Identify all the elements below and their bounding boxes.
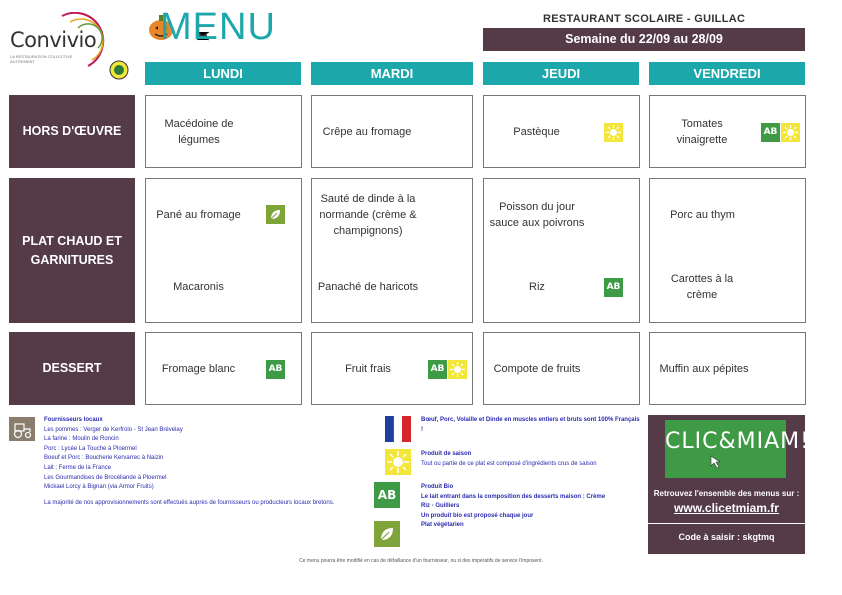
clicmiam-box xyxy=(648,415,810,554)
supplier-line: Boeuf et Porc : Boucherie Kervarrec à Naizin xyxy=(44,455,164,462)
legend-season-title: Produit de saison xyxy=(421,451,472,457)
supplier-line: Les pommes : Verger de Kerfrolo - St Jean Brévelay xyxy=(44,426,183,433)
legend-bio-line: Un produit bio est proposé chaque jour xyxy=(421,512,534,519)
vegetarian-leaf-icon xyxy=(374,521,400,547)
row-label-main: PLAT CHAUD ET GARNITURES xyxy=(9,178,135,323)
season-sun-icon xyxy=(604,123,623,142)
cell-main-jeudi xyxy=(483,178,640,323)
suppliers-note: La majorité de nos approvisionnements sont effectués auprès de fournisseurs ou producteurs locaux bretons. xyxy=(44,499,335,506)
dish-name: Macédoine de légumes xyxy=(164,118,234,146)
cell-main-lundi xyxy=(145,178,302,323)
legend-veg-title: Plat végétarien xyxy=(421,522,464,529)
clicmiam-logo: CLIC&MIAM! xyxy=(665,420,786,478)
bio-ab-icon: AB xyxy=(428,360,447,379)
cell-dessert-lundi xyxy=(145,332,302,405)
bio-ab-icon: AB xyxy=(374,482,400,508)
cell-starter-jeudi xyxy=(483,95,640,168)
legend-bio-line: Riz - Guilliers xyxy=(421,503,460,510)
dish-name: Pané au fromage xyxy=(156,209,241,221)
season-sun-icon xyxy=(448,360,467,379)
suppliers-block xyxy=(44,416,374,508)
french-flag-icon xyxy=(385,416,411,442)
clicmiam-code: Code à saisir : skgtmq xyxy=(678,532,775,542)
row-label-dessert: DESSERT xyxy=(9,332,135,405)
legend-season-text: Tout ou partie de ce plat est composé d'ingrédients crus de saison xyxy=(421,460,597,467)
side-name: Macaronis xyxy=(173,281,224,293)
label-badge-icon xyxy=(106,58,132,82)
dish-name: Porc au thym xyxy=(670,209,735,221)
cell-starter-lundi xyxy=(145,95,302,168)
cursor-icon xyxy=(710,455,724,469)
dish-name: Compote de fruits xyxy=(493,363,581,375)
season-sun-icon xyxy=(781,123,800,142)
day-header-jeudi: JEUDI xyxy=(483,62,639,85)
day-header-mardi: MARDI xyxy=(311,62,473,85)
cell-starter-vendredi xyxy=(649,95,806,168)
legend-season xyxy=(421,450,641,469)
legend-bio-line: Le lait entrant dans la composition des desserts maison : Crème xyxy=(421,493,606,500)
dish-name: Muffin aux pépites xyxy=(659,363,749,375)
legend-france: Bœuf, Porc, Volaille et Dinde en muscles entiers et bruts sont 100% Français ! xyxy=(421,417,640,433)
dish-name: Fromage blanc xyxy=(161,363,236,375)
dish-name: Crêpe au fromage xyxy=(322,126,412,138)
convivio-logo xyxy=(8,12,108,70)
clicmiam-text: Retrouvez l'ensemble des menus sur : xyxy=(653,489,800,498)
season-sun-icon xyxy=(385,449,411,475)
dish-name: Pastèque xyxy=(513,126,560,138)
day-header-vendredi: VENDREDI xyxy=(649,62,805,85)
side-name: Riz xyxy=(529,281,545,293)
cell-dessert-jeudi xyxy=(483,332,640,405)
row-label-starter: HORS D'ŒUVRE xyxy=(9,95,135,168)
divider xyxy=(648,523,805,524)
dish-name: Poisson du jour sauce aux poivrons xyxy=(489,201,585,229)
logo-name: Convivio xyxy=(10,28,97,52)
supplier-line: Lait : Ferme de la France xyxy=(44,464,112,471)
menu-title: MENU xyxy=(160,6,276,48)
bio-ab-icon: AB xyxy=(266,360,285,379)
supplier-line: Porc : Lycée La Touche à Ploermel xyxy=(44,445,137,452)
cell-starter-mardi xyxy=(311,95,473,168)
tractor-icon xyxy=(9,417,35,441)
suppliers-title: Fournisseurs locaux xyxy=(44,417,103,423)
side-name: Carottes à la crème xyxy=(670,273,734,301)
week-range: Semaine du 22/09 au 28/09 xyxy=(483,28,805,51)
supplier-line: La farine : Moulin de Roncin xyxy=(44,436,119,443)
bio-ab-icon: AB xyxy=(761,123,780,142)
supplier-line: Les Gourmandises de Brocéliande à Ploermel xyxy=(44,474,167,481)
dish-name: Tomates vinaigrette xyxy=(676,118,728,146)
legend-bio xyxy=(421,483,641,531)
cell-dessert-vendredi xyxy=(649,332,806,405)
side-name: Panaché de haricots xyxy=(317,281,419,293)
cell-dessert-mardi xyxy=(311,332,473,405)
footer-note: Ce menu pourra être modifié en cas de défaillance d'un fournisseur, ou si des impératifs de service l'imposent. xyxy=(299,558,543,564)
vegetarian-leaf-icon xyxy=(266,205,285,224)
legend-bio-title: Produit Bio xyxy=(421,484,454,490)
school-name: RESTAURANT SCOLAIRE - GUILLAC xyxy=(543,13,746,25)
bio-ab-icon: AB xyxy=(604,278,623,297)
cell-main-vendredi xyxy=(649,178,806,323)
dish-name: Sauté de dinde à la normande (crème & champignons) xyxy=(319,193,417,237)
cell-main-mardi xyxy=(311,178,473,323)
dish-name: Fruit frais xyxy=(345,363,391,375)
day-header-lundi: LUNDI xyxy=(145,62,301,85)
supplier-line: Mickael Lorcy à Bignan (via Armor Fruits) xyxy=(44,484,154,491)
clicmiam-link[interactable]: www.clicetmiam.fr xyxy=(674,501,779,515)
logo-tagline: LA RESTAURATION COLLECTIVE AUTREMENT xyxy=(10,54,73,64)
